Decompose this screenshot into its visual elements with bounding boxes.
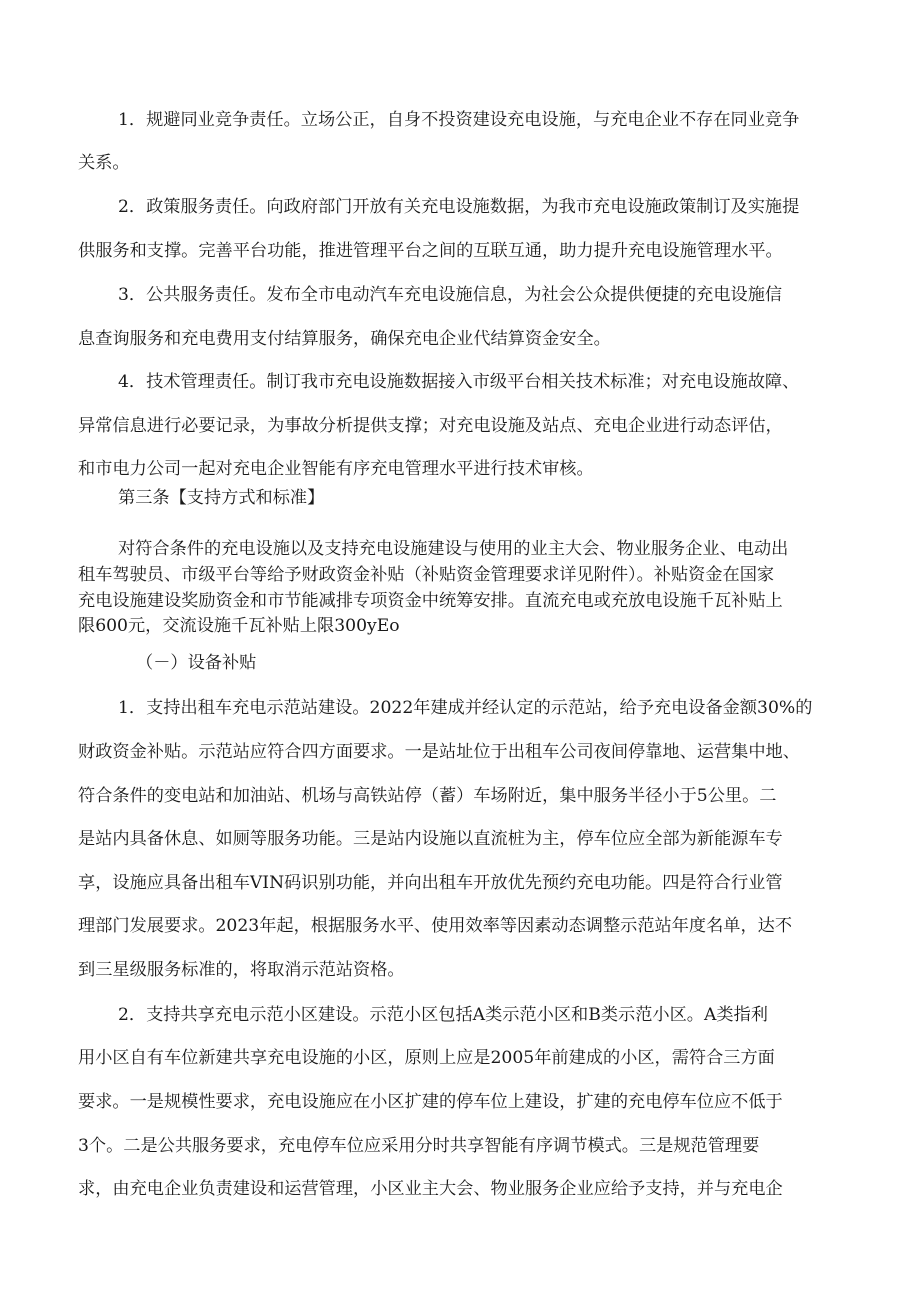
paragraph-line: 是站内具备休息、如厕等服务功能。三是站内设施以直流桩为主，停车位应全部为新能源车专 xyxy=(78,829,783,849)
paragraph-line: 3．公共服务责任。发布全市电动汽车充电设施信息，为社会公众提供便捷的充电设施信 xyxy=(118,285,783,305)
paragraph-line: 到三星级服务标准的，将取消示范站资格。 xyxy=(78,960,405,980)
subsection-heading: （－）设备补贴 xyxy=(136,653,257,673)
paragraph-line: 供服务和支撑。完善平台功能，推进管理平台之间的互联互通，助力提升充电设施管理水平。 xyxy=(78,241,783,261)
paragraph-line: 理部门发展要求。2023年起，根据服务水平、使用效率等因素动态调整示范站年度名单，达不 xyxy=(78,916,793,936)
paragraph-line: 限600元，交流设施千瓦补贴上限300yEo xyxy=(78,616,400,636)
paragraph-line: 2．支持共享充电示范小区建设。示范小区包括A类示范小区和B类示范小区。A类指利 xyxy=(118,1005,768,1025)
paragraph-line: 享，设施应具备出租车VIN码识别功能，并向出租车开放优先预约充电功能。四是符合行业管 xyxy=(78,873,783,893)
paragraph-line: 财政资金补贴。示范站应符合四方面要求。一是站址位于出租车公司夜间停靠地、运营集中地、 xyxy=(78,742,800,762)
paragraph-line: 关系。 xyxy=(78,153,130,173)
paragraph-line: 对符合条件的充电设施以及支持充电设施建设与使用的业主大会、物业服务企业、电动出 xyxy=(118,539,789,559)
paragraph-line: 要求。一是规模性要求，充电设施应在小区扩建的停车位上建设，扩建的充电停车位应不低于 xyxy=(78,1092,783,1112)
paragraph-line: 用小区自有车位新建共享充电设施的小区，原则上应是2005年前建成的小区，需符合三方面 xyxy=(78,1048,775,1068)
paragraph-line: 1．支持出租车充电示范站建设。2022年建成并经认定的示范站，给予充电设备金额30%的 xyxy=(118,698,813,718)
paragraph-line: 符合条件的变电站和加油站、机场与高铁站停（蓄）车场附近，集中服务半径小于5公里。二 xyxy=(78,786,777,806)
section-heading: 第三条【支持方式和标准】 xyxy=(118,488,325,508)
paragraph-line: 求，由充电企业负责建设和运营管理，小区业主大会、物业服务企业应给予支持，并与充电企 xyxy=(78,1179,783,1199)
paragraph-line: 异常信息进行必要记录，为事故分析提供支撑；对充电设施及站点、充电企业进行动态评估， xyxy=(78,416,783,436)
paragraph-line: 和市电力公司一起对充电企业智能有序充电管理水平进行技术审核。 xyxy=(78,459,594,479)
paragraph-line: 息查询服务和充电费用支付结算服务，确保充电企业代结算资金安全。 xyxy=(78,329,611,349)
paragraph-line: 租车驾驶员、市级平台等给予财政资金补贴（补贴资金管理要求详见附件）。补贴资金在国家 xyxy=(78,565,775,585)
paragraph-line: 4．技术管理责任。制订我市充电设施数据接入市级平台相关技术标准；对充电设施故障、 xyxy=(118,372,800,392)
paragraph-line: 3个。二是公共服务要求，充电停车位应采用分时共享智能有序调节模式。三是规范管理要 xyxy=(78,1136,760,1156)
paragraph-line: 2．政策服务责任。向政府部门开放有关充电设施数据，为我市充电设施政策制订及实施提 xyxy=(118,197,800,217)
paragraph-line: 充电设施建设奖励资金和市节能减排专项资金中统筹安排。直流充电或充放电设施千瓦补贴上 xyxy=(78,591,783,611)
paragraph-line: 1．规避同业竞争责任。立场公正，自身不投资建设充电设施，与充电企业不存在同业竞争 xyxy=(118,110,800,130)
